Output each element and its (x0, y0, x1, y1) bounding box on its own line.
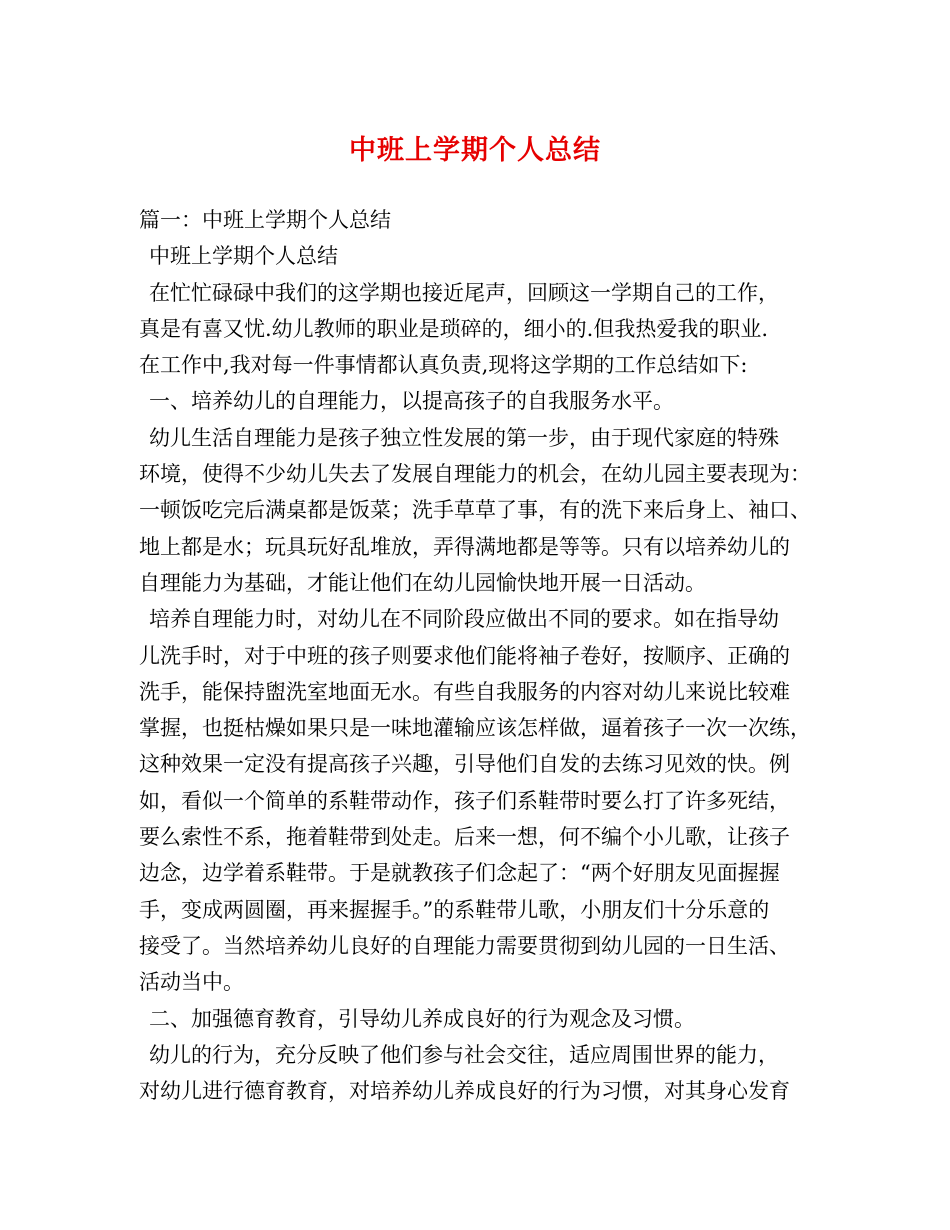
text-line: 边念，边学着系鞋带。于是就教孩子们念起了：“两个好朋友见面握握 (139, 861, 780, 886)
subtitle: 中班上学期个人总结 (149, 244, 338, 269)
text-line: 一顿饭吃完后满桌都是饭菜；洗手草草了事，有的洗下来后身上、袖口、 (139, 498, 811, 523)
text-line: 洗手，能保持盥洗室地面无水。有些自我服务的内容对幼儿来说比较难 (139, 679, 790, 704)
text-line: 真是有喜又忧.幼儿教师的职业是琐碎的，细小的.但我热爱我的职业. (139, 316, 769, 341)
text-line: 自理能力为基础，才能让他们在幼儿园愉快地开展一日活动。 (139, 570, 706, 595)
text-line: 这种效果一定没有提高孩子兴趣，引导他们自发的去练习见效的快。例 (139, 752, 790, 777)
document-title: 中班上学期个人总结 (349, 135, 601, 166)
text-line: 对幼儿进行德育教育，对培养幼儿养成良好的行为习惯，对其身心发育 (139, 1079, 790, 1104)
text-line: 地上都是水；玩具玩好乱堆放，弄得满地都是等等。只有以培养幼儿的 (139, 534, 790, 559)
text-line: 掌握，也挺枯燥如果只是一味地灌输应该怎样做，逼着孩子一次一次练， (139, 716, 811, 741)
text-line: 要么索性不系，拖着鞋带到处走。后来一想，何不编个小儿歌，让孩子 (139, 825, 790, 850)
text-line: 接受了。当然培养幼儿良好的自理能力需要贯彻到幼儿园的一日生活、 (139, 933, 790, 958)
section-heading: 篇一：中班上学期个人总结 (139, 208, 391, 232)
text-line: 在忙忙碌碌中我们的这学期也接近尾声，回顾这一学期自己的工作， (149, 280, 779, 305)
text-line: 儿洗手时，对于中班的孩子则要求他们能将袖子卷好，按顺序、正确的 (139, 643, 790, 668)
text-line: 培养自理能力时，对幼儿在不同阶段应做出不同的要求。如在指导幼 (149, 607, 779, 632)
document-body (139, 202, 819, 1109)
text-line: 幼儿的行为，充分反映了他们参与社会交往，适应周围世界的能力， (149, 1042, 779, 1067)
text-line: 在工作中,我对每一件事情都认真负责,现将这学期的工作总结如下: (139, 353, 748, 378)
text-line: 活动当中。 (139, 970, 244, 995)
text-line: 如，看似一个简单的系鞋带动作，孩子们系鞋带时要么打了许多死结， (139, 788, 790, 813)
text-line: 手，变成两圆圈，再来握握手。”的系鞋带儿歌，小朋友们十分乐意的 (139, 897, 770, 922)
text-line: 幼儿生活自理能力是孩子独立性发展的第一步，由于现代家庭的特殊 (149, 425, 779, 450)
text-line: 环境，使得不少幼儿失去了发展自理能力的机会，在幼儿园主要表现为： (139, 462, 811, 487)
point-heading: 一、培养幼儿的自理能力，以提高孩子的自我服务水平。 (149, 389, 674, 414)
point-heading: 二、加强德育教育，引导幼儿养成良好的行为观念及习惯。 (149, 1006, 695, 1031)
